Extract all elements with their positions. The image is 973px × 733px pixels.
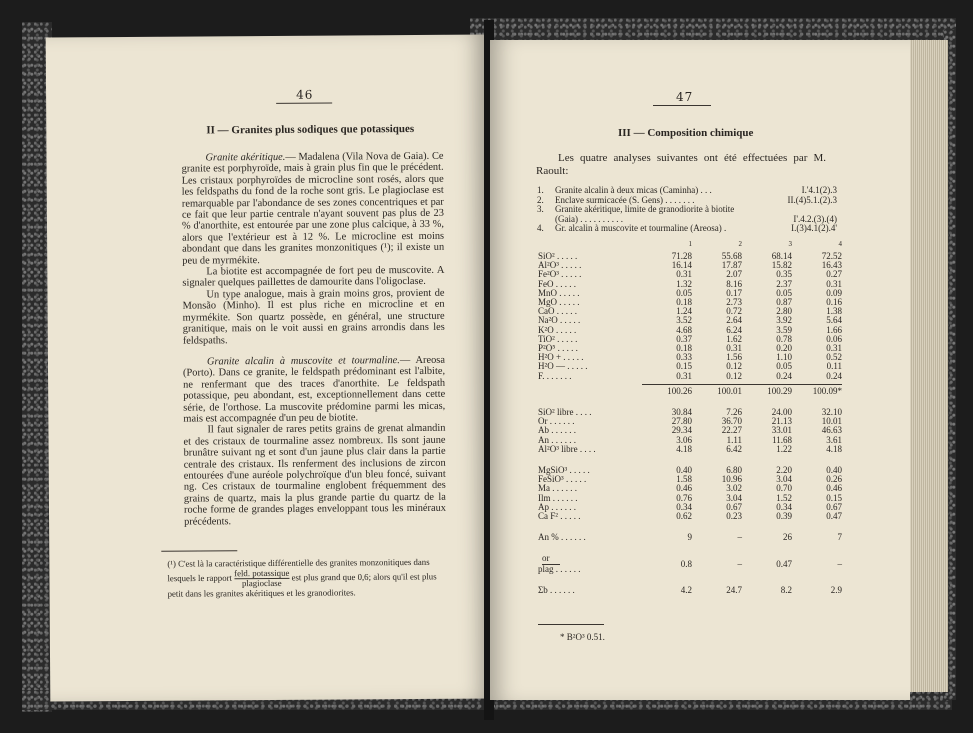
value-cell: 1.62 (726, 333, 742, 344)
right-footnote: * B²O³ 0.51. (560, 632, 605, 642)
value-cell: 7 (837, 532, 842, 543)
spacer (792, 542, 842, 554)
page-edges (906, 40, 948, 692)
value-cell: 0.06 (826, 333, 842, 344)
spacer (742, 542, 792, 554)
right-page (490, 40, 910, 700)
value-cell: 0.33 (676, 352, 692, 363)
value-cell: 0.05 (676, 287, 692, 298)
value-cell: 2.20 (776, 465, 792, 476)
value-cell: 0.40 (826, 465, 842, 476)
value-cell: 2.07 (726, 269, 742, 280)
value-cell: 0.46 (826, 483, 842, 494)
analyses-intro: Les quatre analyses suivantes ont été effectuées par M. Raoult: (536, 152, 826, 177)
row-label: H²O + . . . . . (538, 352, 584, 363)
paragraph-monsao (182, 288, 444, 347)
value-cell: 4.18 (676, 443, 692, 454)
value-cell: 3.04 (776, 474, 792, 485)
table-row (538, 445, 842, 454)
row-label: Ab . . . . . . (538, 425, 576, 436)
column-header: 4 (838, 240, 842, 248)
row-label: An . . . . . . (538, 434, 576, 445)
left-body-text (181, 151, 446, 528)
right-header-rule (653, 105, 711, 106)
paragraph-text: — Areosa (Porto). Dans ce granite, le feldspath prédominant est l'albite, ne renfermant que des traces d'anorthite. Le feldspath potassique, peu abondant, est, exceptionnellement dans cette série, de l'orthose. La muscovite prédomine parmi les micas, mais est accompagnée d'un peu de biotite. (182, 354, 446, 425)
row-label: Ap . . . . . . (538, 501, 576, 512)
chemical-analysis-table (538, 240, 842, 595)
row-label: F. . . . . . . (538, 370, 572, 381)
value-cell: 2.73 (726, 297, 742, 308)
value-cell: 6.24 (726, 324, 742, 335)
fraction-denominator: plagioclase (241, 577, 282, 589)
analysis-item: 1. Granite alcalin à deux micas (Caminha) . . . I.'4.1(2).3 (537, 185, 837, 195)
value-cell: 0.47 (826, 511, 842, 522)
value-cell: 10.01 (821, 416, 842, 427)
value-cell: 2.80 (776, 306, 792, 317)
value-cell: 0.37 (676, 333, 692, 344)
value-cell: 0.52 (826, 352, 842, 363)
table-row (538, 533, 842, 542)
value-cell: 30.84 (671, 407, 692, 418)
value-cell: 0.05 (776, 361, 792, 372)
paragraph-biotite (182, 265, 444, 290)
spacer (692, 521, 742, 533)
row-label: An % . . . . . . (538, 532, 586, 543)
value-cell: 0.78 (776, 333, 792, 344)
value-cell: 27.80 (671, 416, 692, 427)
row-label: MgSiO³ . . . . . (538, 465, 590, 476)
value-cell: 0.34 (676, 501, 692, 512)
value-cell: 24.7 (726, 584, 742, 595)
row-label: Fe²O³ . . . . . (538, 269, 582, 280)
value-cell: 0.70 (776, 483, 792, 494)
value-cell: 2.9 (830, 584, 842, 595)
value-cell: 1.58 (676, 474, 692, 485)
row-label: K²O . . . . . (538, 324, 577, 335)
row-label: CaO . . . . . (538, 306, 577, 317)
analysis-item: 3. Granite akéritique, limite de granodiorite à biotite (Gaia) . . . . . . . . . . I'.4.2.(3).(4) (537, 204, 837, 224)
italic-heading: Granite alcalin à muscovite et tourmaline. (206, 354, 400, 368)
value-cell: 0.76 (676, 492, 692, 503)
value-cell: 0.23 (726, 511, 742, 522)
total-cell: 100.01 (692, 381, 742, 396)
paragraph-text: La biotite est accompagnée de fort peu de muscovite. A signaler quelques paillettes de damourite dans l'oligoclase. (182, 264, 445, 290)
row-label: H²O — . . . . . (538, 361, 588, 372)
value-cell: 0.12 (726, 361, 742, 372)
value-cell: 26 (783, 532, 792, 543)
left-section-title: II — Granites plus sodiques que potassiques (206, 122, 415, 137)
value-cell: 68.14 (771, 251, 792, 261)
value-cell: 0.26 (826, 474, 842, 485)
row-label: or plag . . . . . . (538, 553, 581, 574)
value-cell: 0.46 (676, 483, 692, 494)
row-label: MnO . . . . . (538, 287, 580, 298)
value-cell: 0.11 (826, 361, 842, 372)
paragraph-text: — Madalena (Vila Nova de Gaia). Ce granite est porphyroïde, mais à grain plus fin que le précédent. Les cristaux porphyroïdes de microcline sont rosés, alors que les feldspaths du fond de la roche sont gris. Le plagioclase est remarquable par l'abondance de ses zones concentriques et par ce fait que leur partie centrale n'ayant souvent pas plus de 23 % d'anorthite, est entourée par une zone plus calcique, à 33 %, alors que l'extérieur est à 12 %. Le microcline est moins abondant que dans les granites monzonitiques (¹); il existe un peu de myrmékite. (181, 150, 445, 267)
row-label: Al²O³ libre . . . . (538, 443, 596, 454)
total-cell: 100.29 (742, 381, 792, 396)
value-cell: 1.52 (776, 492, 792, 503)
value-cell: 0.12 (726, 370, 742, 381)
column-header: 1 (688, 240, 692, 248)
spacer (792, 521, 842, 533)
value-cell: 36.70 (721, 416, 742, 427)
table-row (538, 512, 842, 521)
analyses-list (537, 186, 837, 234)
value-cell: 32.10 (821, 407, 842, 418)
value-cell: 0.31 (676, 269, 692, 280)
value-cell: 3.06 (676, 434, 692, 445)
value-cell: 1.10 (776, 352, 792, 363)
spacer (538, 542, 642, 554)
row-label: Na²O . . . . . (538, 315, 581, 326)
row-label: Al²O³ . . . . . (538, 260, 582, 271)
value-cell: 15.82 (771, 260, 792, 271)
value-cell: 4.2 (680, 584, 692, 595)
row-label: SiO² . . . . . (538, 251, 578, 261)
value-cell: 0.34 (776, 501, 792, 512)
value-cell: 9 (687, 532, 692, 543)
left-header-rule (276, 103, 332, 104)
value-cell: 1.24 (676, 306, 692, 317)
table-row (538, 381, 842, 396)
value-cell: – (737, 558, 742, 569)
value-cell: 33.01 (771, 425, 792, 436)
value-cell: 0.05 (776, 287, 792, 298)
value-cell: 1.66 (826, 324, 842, 335)
table-row (538, 554, 842, 573)
value-cell: 3.52 (676, 315, 692, 326)
value-cell: 72.52 (821, 251, 842, 261)
footnote-text: (¹) C'est là la caractéristique différentielle des granites monzonitiques dans lesquels le rapport (167, 556, 430, 584)
row-label: MgO . . . . . (538, 297, 580, 308)
value-cell: 0.20 (776, 343, 792, 354)
value-cell: 0.40 (676, 465, 692, 476)
row-label: Or . . . . . . (538, 416, 575, 427)
value-cell: 1.56 (726, 352, 742, 363)
value-cell: 0.62 (676, 511, 692, 522)
value-cell: 0.31 (726, 343, 742, 354)
value-cell: 0.39 (776, 511, 792, 522)
left-page (46, 34, 491, 701)
value-cell: 0.27 (826, 269, 842, 280)
value-cell: – (737, 532, 742, 543)
value-cell: 29.34 (671, 425, 692, 436)
value-cell: 0.16 (826, 297, 842, 308)
right-page-number: 47 (676, 90, 694, 104)
left-footnote (167, 557, 445, 600)
value-cell: 0.87 (776, 297, 792, 308)
value-cell: 5.64 (826, 315, 842, 326)
value-cell: – (837, 558, 842, 569)
analysis-item: 4. Gr. alcalin à muscovite et tourmaline (Areosa) . I.(3)4.1(2).4' (537, 223, 837, 234)
value-cell: 3.92 (776, 315, 792, 326)
value-cell: 7.26 (726, 407, 742, 418)
value-cell: 0.24 (776, 370, 792, 381)
row-label: FeSiO³ . . . . . (538, 474, 587, 485)
row-label: Σb . . . . . . (538, 584, 575, 595)
value-cell: 3.02 (726, 483, 742, 494)
paragraph-tourmaline (183, 423, 446, 527)
value-cell: 0.67 (726, 501, 742, 512)
value-cell: 17.87 (721, 260, 742, 271)
value-cell: 3.61 (826, 434, 842, 445)
footnote-text: est plus grand que 0,6; alors qu'il est plus petit dans les granites akéritiques et les granodiorites. (167, 571, 437, 599)
value-cell: 22.27 (721, 425, 742, 436)
value-cell: 0.8 (680, 558, 692, 569)
value-cell: 0.72 (726, 306, 742, 317)
column-header: 3 (788, 240, 792, 248)
table-row (538, 586, 842, 595)
value-cell: 1.22 (776, 443, 792, 454)
value-cell: 0.15 (676, 361, 692, 372)
value-cell: 2.37 (776, 278, 792, 289)
value-cell: 21.13 (771, 416, 792, 427)
value-cell: 16.43 (821, 260, 842, 271)
total-label (538, 381, 642, 396)
value-cell: 71.28 (671, 251, 692, 261)
value-cell: 8.16 (726, 278, 742, 289)
analysis-item: 2. Enclave surmicacée (S. Gens) . . . . . . . II.(4)5.1.(2).3 (537, 194, 837, 205)
value-cell: 55.68 (721, 251, 742, 261)
column-header: 2 (738, 240, 742, 248)
value-cell: 0.67 (826, 501, 842, 512)
fraction-numerator: feld. potassique (234, 567, 290, 579)
value-cell: 0.47 (776, 558, 792, 569)
table-row (538, 372, 842, 381)
value-cell: 2.64 (726, 315, 742, 326)
value-cell: 4.68 (676, 324, 692, 335)
value-cell: 0.09 (826, 287, 842, 298)
right-footnote-rule (538, 624, 604, 625)
value-cell: 24.00 (771, 407, 792, 418)
spacer (642, 542, 692, 554)
value-cell: 0.15 (826, 492, 842, 503)
value-cell: 0.17 (726, 287, 742, 298)
spacer (692, 542, 742, 554)
value-cell: 3.04 (726, 492, 742, 503)
total-cell: 100.09* (792, 381, 842, 396)
paragraph-text: Il faut signaler de rares petits grains de grenat almandin et des cristaux de tourmaline assez nombreux. Ils sont jaune brunâtre suivant ng et sont d'un jaune plus clair dans la partie centrale des cristaux. Ils renferment des inclusions de zircon entourées d'une auréole polychroïque d'un bleu foncé, suivant ng. Ces cristaux de tourmaline englobent fréquemment des grains de quartz, mais la plus grande partie du quartz de la roche forme de grandes plages enveloppant tous les minéraux précédents. (183, 423, 447, 528)
value-cell: 0.35 (776, 269, 792, 280)
italic-heading: Granite akéritique. (205, 151, 286, 164)
value-cell: 0.18 (676, 343, 692, 354)
value-cell: 0.24 (826, 370, 842, 381)
row-label: SiO² libre . . . . (538, 407, 592, 418)
value-cell: 1.32 (676, 278, 692, 289)
row-label: TiO² . . . . . (538, 333, 578, 344)
value-cell: 8.2 (780, 584, 792, 595)
value-cell: 11.68 (772, 434, 792, 445)
value-cell: 16.14 (671, 260, 692, 271)
total-cell: 100.26 (642, 381, 692, 396)
paragraph-text: Un type analogue, mais à grain moins gros, provient de Monsão (Minho). Il est plus riche en microcline et en myrmékite. Son quartz possède, en général, une structure granitique, mais on le voit aussi en grains arrondis dans les feldspaths. (182, 287, 445, 347)
value-cell: 0.31 (826, 278, 842, 289)
row-label: Ma . . . . . . (538, 483, 577, 494)
value-cell: 1.38 (826, 306, 842, 317)
value-cell: 0.31 (826, 343, 842, 354)
spacer (642, 521, 692, 533)
value-cell: 6.42 (726, 443, 742, 454)
paragraph-akeritique (181, 151, 444, 267)
value-cell: 3.59 (776, 324, 792, 335)
value-cell: 10.96 (721, 474, 742, 485)
paragraph-alcalin (183, 355, 445, 425)
value-cell: 46.63 (821, 425, 842, 436)
value-cell: 1.11 (726, 434, 742, 445)
row-label: Ca F² . . . . . (538, 511, 581, 522)
row-label: P²O⁵ . . . . . (538, 343, 578, 354)
row-label: Ilm . . . . . . (538, 492, 578, 503)
table-row (538, 542, 842, 554)
value-cell: 0.31 (676, 370, 692, 381)
left-page-number: 46 (296, 87, 314, 102)
value-cell: 0.18 (676, 297, 692, 308)
value-cell: 4.18 (826, 443, 842, 454)
right-section-title: III — Composition chimique (618, 127, 754, 139)
value-cell: 6.80 (726, 465, 742, 476)
row-label: FeO . . . . . (538, 278, 576, 289)
footnote-rule (161, 550, 237, 552)
